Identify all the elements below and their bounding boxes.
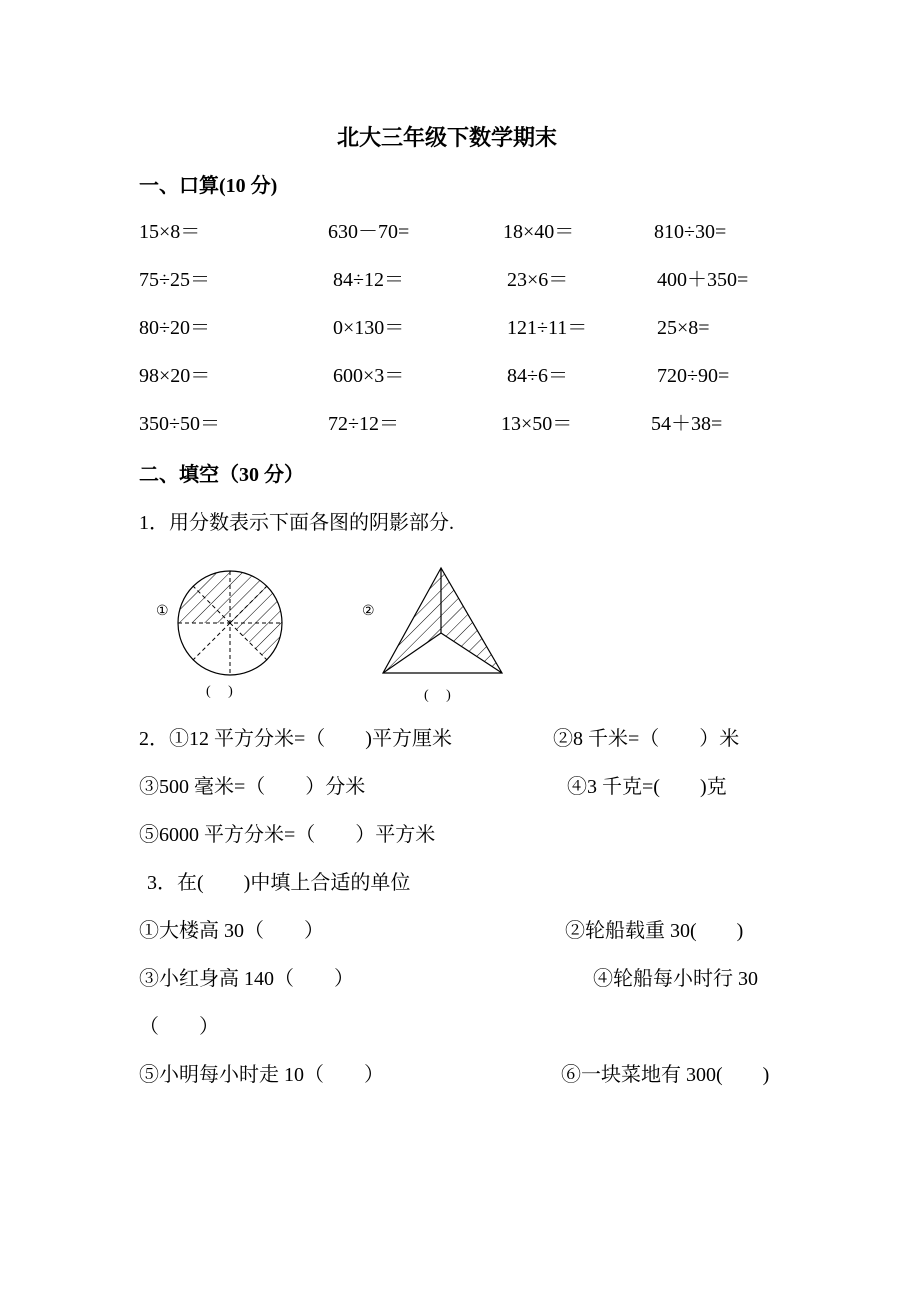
question-3-item-2: ②轮船载重 30( ): [565, 920, 744, 942]
mental-math-problem: 54＋38=: [651, 413, 723, 435]
figure1-answer-blank: ( ): [206, 684, 233, 699]
question-3-item-6: ⑥一块菜地有 300( ): [561, 1064, 770, 1086]
mental-math-problem: 600×3＝: [333, 365, 405, 387]
mental-math-problem: 400＋350=: [657, 269, 749, 291]
question-2-item-1: 2．①12 平方分米=（ )平方厘米: [139, 728, 452, 750]
question-3-item-1: ①大楼高 30（ ）: [139, 920, 324, 942]
figure2-label: ②: [362, 604, 375, 619]
mental-math-problem: 25×8=: [657, 317, 710, 339]
mental-math-problem: 13×50＝: [501, 413, 573, 435]
mental-math-problem: 23×6＝: [507, 269, 569, 291]
mental-math-problem: 84÷12＝: [333, 269, 404, 291]
mental-math-problem: 75÷25＝: [139, 269, 210, 291]
mental-math-problem: 98×20＝: [139, 365, 211, 387]
figure2-answer-blank: ( ): [424, 688, 451, 703]
question-2-item-3: ③500 毫米=（ ）分米: [139, 776, 366, 798]
question-3-item-4: ④轮船每小时行 30: [593, 968, 758, 990]
question-3-heading: 3．在( )中填上合适的单位: [147, 872, 411, 894]
mental-math-problem: 80÷20＝: [139, 317, 210, 339]
section2-heading: 二、填空（30 分）: [139, 464, 304, 486]
mental-math-problem: 630－70=: [328, 221, 410, 243]
question-1: 1．用分数表示下面各图的阴影部分.: [139, 512, 454, 534]
mental-math-problem: 72÷12＝: [328, 413, 399, 435]
question-3-item-3: ③小红身高 140（ ）: [139, 968, 354, 990]
figure1-label: ①: [156, 604, 169, 619]
mental-math-problem: 121÷11＝: [507, 317, 588, 339]
mental-math-problem: 350÷50＝: [139, 413, 220, 435]
section1-heading: 一、口算(10 分): [139, 175, 278, 197]
mental-math-problem: 15×8＝: [139, 221, 201, 243]
mental-math-problem: 18×40＝: [503, 221, 575, 243]
question-2-item-2: ②8 千米=（ ）米: [553, 728, 740, 750]
page-title: 北大三年级下数学期末: [337, 125, 558, 150]
mental-math-problem: 84÷6＝: [507, 365, 568, 387]
shaded-triangle-figure: [383, 568, 502, 673]
mental-math-problem: 810÷30=: [654, 221, 727, 243]
question-2-item-4: ④3 千克=( )克: [567, 776, 727, 798]
question-3-item-4-blank: （ ）: [139, 1016, 219, 1038]
shaded-circle-figure: [178, 571, 282, 675]
question-3-item-5: ⑤小明每小时走 10（ ）: [139, 1064, 384, 1086]
mental-math-problem: 0×130＝: [333, 317, 405, 339]
question-2-item-5: ⑤6000 平方分米=（ ）平方米: [139, 824, 436, 846]
mental-math-problem: 720÷90=: [657, 365, 730, 387]
